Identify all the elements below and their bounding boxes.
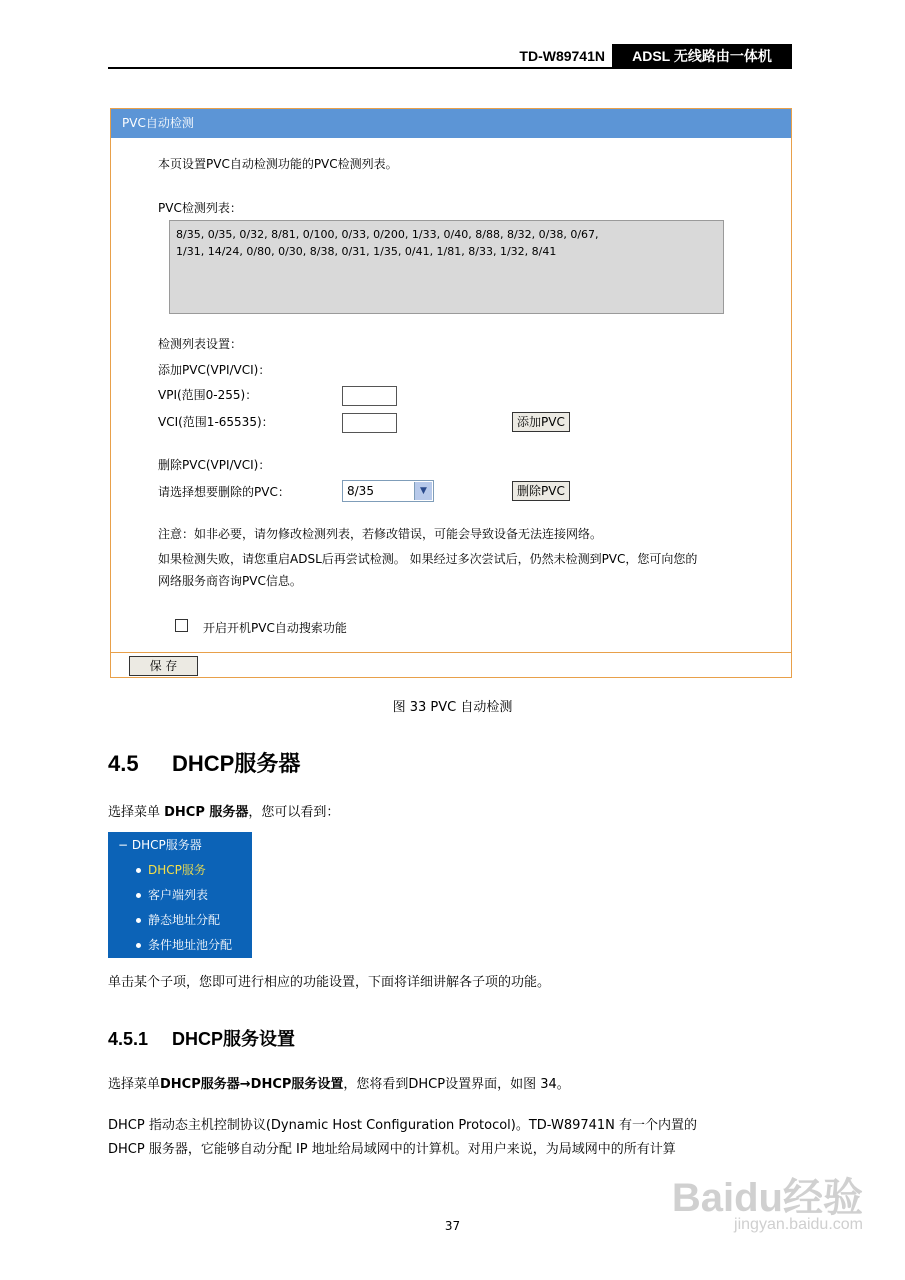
menu-item-dhcp-service[interactable] <box>136 861 206 878</box>
watermark-logo: Baidu经验 <box>671 1176 863 1220</box>
vpi-input[interactable] <box>342 386 397 406</box>
para3-pre: 选择菜单 <box>108 1077 161 1092</box>
intro-text: 本页设置PVC自动检测功能的PVC检测列表。 <box>158 157 398 171</box>
pvc-list-textarea[interactable] <box>169 220 724 314</box>
paragraph-3 <box>108 1073 570 1092</box>
auto-search-label: 开启开机PVC自动搜索功能 <box>203 621 347 635</box>
pvc-list-line-2: 1/31, 14/24, 0/80, 0/30, 8/38, 0/31, 1/35, 0/41, 1/81, 8/33, 1/32, 8/41 <box>176 245 557 258</box>
paragraph-4-line-1: DHCP 指动态主机控制协议(Dynamic Host Configuration Protocol)。TD-W89741N 有一个内置的 <box>108 1118 698 1133</box>
pvc-select[interactable] <box>342 480 434 502</box>
pvc-select-value: 8/35 <box>347 484 374 498</box>
chevron-down-icon[interactable]: ▼ <box>414 482 432 500</box>
paragraph-2: 单击某个子项，您即可进行相应的功能设置，下面将详细讲解各子项的功能。 <box>108 975 551 990</box>
select-pvc-label: 请选择想要删除的PVC： <box>158 485 290 499</box>
add-pvc-label: 添加PVC(VPI/VCI)： <box>158 363 271 377</box>
section-heading <box>108 747 300 778</box>
vci-label: VCI(范围1-65535)： <box>158 415 274 429</box>
menu-parent[interactable] <box>118 836 202 853</box>
para1-post: ，您可以看到： <box>248 805 340 820</box>
delete-pvc-label: 删除PVC(VPI/VCI)： <box>158 458 271 472</box>
note-line-3: 网络服务商咨询PVC信息。 <box>158 574 302 588</box>
save-bar <box>111 652 791 678</box>
para3-post: ，您将看到DHCP设置界面，如图 34。 <box>343 1077 570 1092</box>
note-line-2: 如果检测失败，请您重启ADSL后再尝试检测。 如果经过多次尝试后，仍然未检测到PVC，您可向您的 <box>158 552 698 566</box>
menu-item-conditional-pool[interactable] <box>136 936 232 953</box>
auto-search-checkbox[interactable] <box>175 619 188 632</box>
add-pvc-button[interactable]: 添加PVC <box>512 412 570 432</box>
bullet-icon <box>136 893 141 898</box>
menu-item-label: 条件地址池分配 <box>148 938 233 952</box>
section-number: 4.5 <box>108 751 139 776</box>
section-title: DHCP服务器 <box>172 751 301 776</box>
header-model: TD-W89741N <box>519 48 605 64</box>
figure-caption: 图 33 PVC 自动检测 <box>392 700 513 715</box>
delete-pvc-button[interactable]: 删除PVC <box>512 481 570 501</box>
dhcp-menu <box>108 832 252 958</box>
menu-item-label: DHCP服务 <box>148 863 206 877</box>
vpi-label: VPI(范围0-255)： <box>158 388 258 402</box>
pvc-panel <box>110 108 792 678</box>
menu-item-static-address[interactable] <box>136 911 220 928</box>
paragraph-1 <box>108 801 339 820</box>
subsection-number: 4.5.1 <box>108 1029 149 1049</box>
page-number: 37 <box>444 1219 461 1233</box>
paragraph-4-line-2: DHCP 服务器，它能够自动分配 IP 地址给局域网中的计算机。对用户来说，为局域网中的所有计算 <box>108 1142 676 1157</box>
bullet-icon <box>136 868 141 873</box>
collapse-icon: − <box>118 838 129 852</box>
para3-bold: DHCP服务器→DHCP服务设置 <box>160 1077 344 1092</box>
save-button[interactable]: 保 存 <box>129 656 198 676</box>
para1-pre: 选择菜单 <box>108 805 165 820</box>
bullet-icon <box>136 943 141 948</box>
header-rule <box>108 67 792 69</box>
header-product: ADSL 无线路由一体机 <box>612 44 792 68</box>
menu-item-client-list[interactable] <box>136 886 208 903</box>
menu-item-label: 客户端列表 <box>148 888 209 902</box>
menu-parent-label: DHCP服务器 <box>131 838 202 852</box>
pvc-list-line-1: 8/35, 0/35, 0/32, 8/81, 0/100, 0/33, 0/200, 1/33, 0/40, 8/88, 8/32, 0/38, 0/67, <box>176 228 599 241</box>
list-label: PVC检测列表： <box>158 201 242 215</box>
vci-input[interactable] <box>342 413 397 433</box>
settings-label: 检测列表设置： <box>158 337 243 351</box>
menu-item-label: 静态地址分配 <box>148 913 221 927</box>
note-line-1: 注意：如非必要，请勿修改检测列表，若修改错误，可能会导致设备无法连接网络。 <box>158 527 603 541</box>
para1-bold: DHCP 服务器 <box>164 805 249 820</box>
watermark-url: jingyan.baidu.com <box>734 1216 863 1233</box>
subsection-title: DHCP服务设置 <box>172 1029 296 1049</box>
panel-title: PVC自动检测 <box>111 109 791 138</box>
subsection-heading <box>108 1025 295 1051</box>
bullet-icon <box>136 918 141 923</box>
